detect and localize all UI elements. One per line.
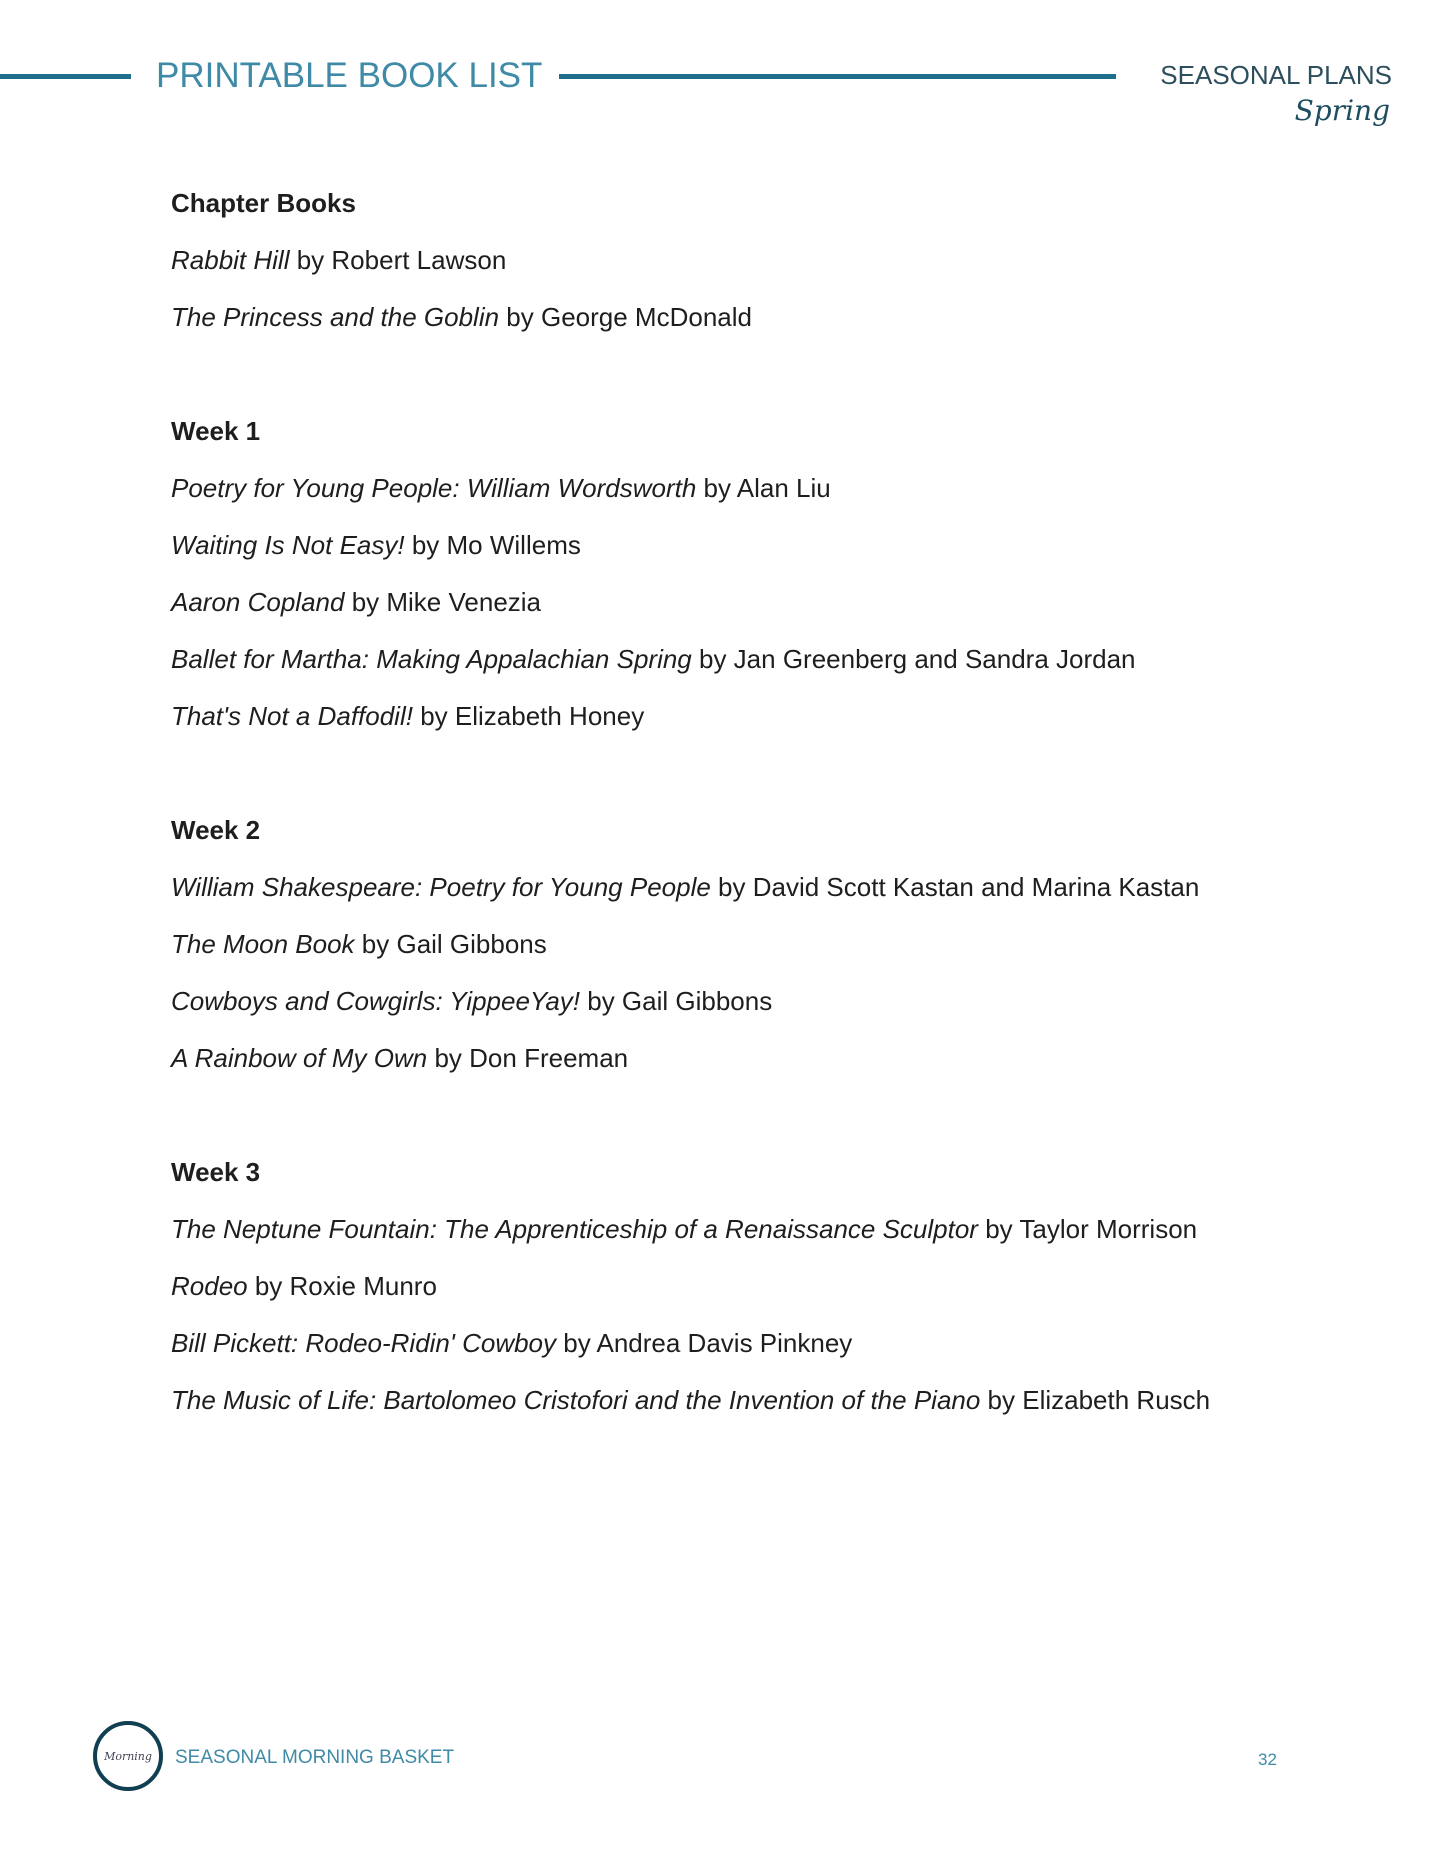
brand-logo (93, 1721, 163, 1791)
book-title: Bill Pickett: Rodeo-Ridin' Cowboy (171, 1328, 557, 1358)
section (171, 175, 1241, 346)
book-item (171, 460, 1241, 517)
book-author: by Taylor Morrison (977, 1214, 1198, 1244)
season-label: Spring (1294, 94, 1390, 127)
logo-text: Morning (104, 1749, 152, 1763)
section-heading: Week 2 (171, 815, 261, 845)
book-title: Rodeo (171, 1271, 248, 1301)
section-heading: Week 3 (171, 1157, 261, 1187)
book-title: The Music of Life: Bartolomeo Cristofori and the Invention of the Piano (171, 1385, 981, 1415)
book-item (171, 1315, 1241, 1372)
book-item (171, 1201, 1241, 1258)
book-item (171, 973, 1241, 1030)
book-title: The Moon Book (171, 929, 355, 959)
page-number: 32 (1258, 1750, 1277, 1769)
book-item (171, 289, 1241, 346)
book-item (171, 916, 1241, 973)
book-item (171, 232, 1241, 289)
book-title: Aaron Copland (171, 587, 345, 617)
book-item (171, 1030, 1241, 1087)
page-title: PRINTABLE BOOK LIST (156, 56, 543, 95)
book-item (171, 688, 1241, 745)
book-author: by Elizabeth Honey (412, 701, 645, 731)
section-heading: Week 1 (171, 416, 261, 446)
book-author: by Mo Willems (404, 530, 581, 560)
book-title: Poetry for Young People: William Wordsworth (171, 473, 697, 503)
book-item (171, 1372, 1241, 1429)
book-author: by Jan Greenberg and Sandra Jordan (691, 644, 1136, 674)
book-title: Rabbit Hill (171, 245, 290, 275)
header-rule-right (559, 74, 1116, 79)
book-title: William Shakespeare: Poetry for Young People (171, 872, 711, 902)
book-title: Waiting Is Not Easy! (171, 530, 405, 560)
book-title: The Neptune Fountain: The Apprenticeship of a Renaissance Sculptor (171, 1214, 978, 1244)
book-author: by George McDonald (499, 302, 752, 332)
series-label: SEASONAL PLANS (1160, 60, 1392, 90)
book-author: by Gail Gibbons (580, 986, 773, 1016)
section (171, 403, 1241, 745)
book-item (171, 859, 1241, 916)
section (171, 802, 1241, 1087)
book-title: That's Not a Daffodil! (171, 701, 413, 731)
book-author: by Andrea Davis Pinkney (556, 1328, 853, 1358)
header-rule-left (0, 74, 131, 79)
book-author: by Mike Venezia (344, 587, 542, 617)
book-item (171, 517, 1241, 574)
book-author: by David Scott Kastan and Marina Kastan (710, 872, 1200, 902)
book-item (171, 631, 1241, 688)
book-author: by Gail Gibbons (354, 929, 547, 959)
book-item (171, 574, 1241, 631)
book-author: by Roxie Munro (247, 1271, 437, 1301)
book-author: by Elizabeth Rusch (980, 1385, 1211, 1415)
footer-brand: SEASONAL MORNING BASKET (175, 1747, 455, 1768)
book-item (171, 1258, 1241, 1315)
section (171, 1144, 1241, 1429)
book-title: Cowboys and Cowgirls: YippeeYay! (171, 986, 581, 1016)
section-heading: Chapter Books (171, 188, 356, 218)
book-title: The Princess and the Goblin (171, 302, 500, 332)
book-author: by Robert Lawson (289, 245, 507, 275)
book-title: Ballet for Martha: Making Appalachian Spring (171, 644, 692, 674)
book-list (171, 175, 1241, 1486)
book-title: A Rainbow of My Own (171, 1043, 428, 1073)
book-author: by Alan Liu (696, 473, 831, 503)
book-author: by Don Freeman (427, 1043, 629, 1073)
